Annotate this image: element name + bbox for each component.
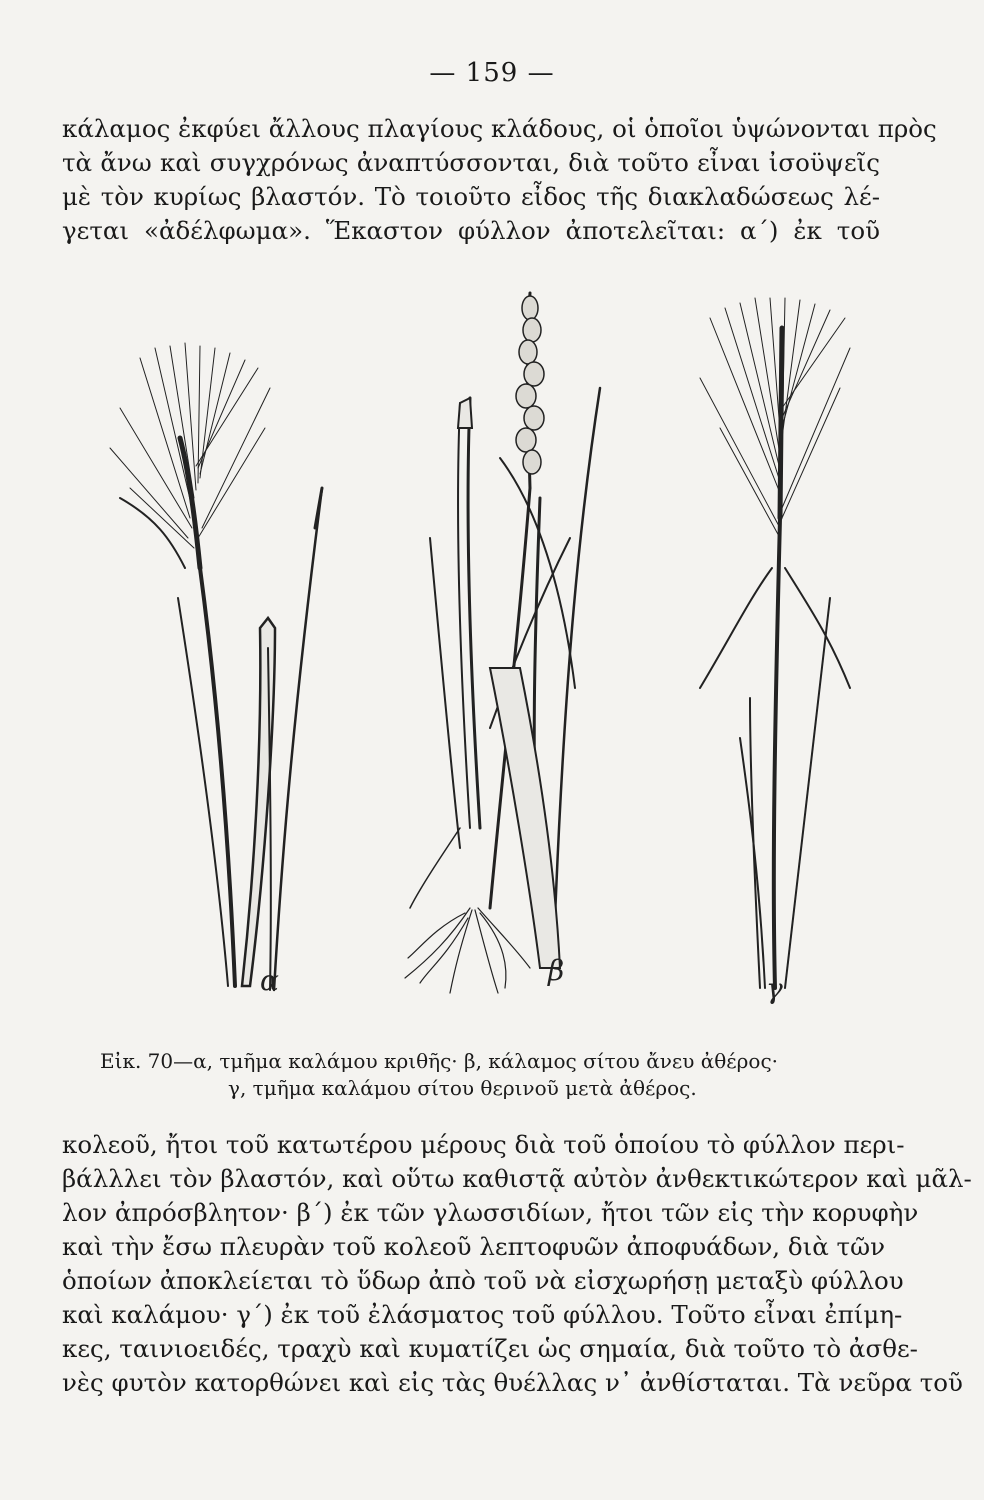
paragraph-top <box>62 112 937 248</box>
text-line: κες, ταινιοειδές, τραχὺ καὶ κυματίζει ὡς σημαία, διὰ τοῦτο τὸ ἀσθε- <box>62 1334 918 1363</box>
paragraph-bottom <box>62 1128 972 1400</box>
text-line: καὶ τὴν ἔσω πλευρὰν τοῦ κολεοῦ λεπτοφυῶν ἀποφυάδων, διὰ τῶν <box>62 1232 885 1261</box>
figure-label-gamma: γ <box>766 972 783 1005</box>
summer-wheat-stem-illustration <box>700 298 850 988</box>
text-line: βάλλλει τὸν βλαστόν, καὶ οὕτω καθιστᾷ αὐτὸν ἀνθεκτικώτερον καὶ μᾶλ- <box>62 1164 972 1193</box>
barley-stem-illustration <box>110 343 322 990</box>
text-line: κάλαμος ἐκφύει ἄλλους πλαγίους κλάδους, οἱ ὁποῖοι ὑψώνονται πρὸς <box>62 114 937 143</box>
figure-label-beta: β <box>548 954 565 987</box>
figure-plant-illustration <box>60 268 920 1028</box>
text-line: καὶ καλάμου· γ΄) ἐκ τοῦ ἐλάσματος τοῦ φύλλου. Τοῦτο εἶναι ἐπίμη- <box>62 1300 903 1329</box>
text-line: μὲ τὸν κυρίως βλαστόν. Τὸ τοιοῦτο εἶδος τῆς διακλαδώσεως λέ- <box>62 182 880 211</box>
caption-line: γ, τμῆμα καλάμου σίτου θερινοῦ μετὰ ἀθέρος. <box>228 1076 697 1100</box>
text-line: γεται «ἀδέλφωμα». Ἕκαστον φύλλον ἀποτελεῖται: α΄) ἐκ τοῦ <box>62 216 880 245</box>
text-line: ὁποίων ἀποκλείεται τὸ ὕδωρ ἀπὸ τοῦ νὰ εἰσχωρήσῃ μεταξὺ φύλλου <box>62 1266 904 1295</box>
text-line: λον ἀπρόσβλητον· β΄) ἐκ τῶν γλωσσιδίων, ἤτοι τῶν εἰς τὴν κορυφὴν <box>62 1198 919 1227</box>
figure-caption <box>100 1048 880 1102</box>
page-number: — 159 — <box>429 58 555 88</box>
figure-label-alpha: α <box>260 964 279 997</box>
wheat-plant-illustration <box>405 293 600 993</box>
text-line: νὲς φυτὸν κατορθώνει καὶ εἰς τὰς θυέλλας ν᾽ ἀνθίσταται. Τὰ νεῦρα τοῦ <box>62 1368 963 1397</box>
caption-line: Εἰκ. 70—α, τμῆμα καλάμου κριθῆς· β, κάλαμος σίτου ἄνευ ἀθέρος· <box>100 1049 778 1073</box>
text-line: τὰ ἄνω καὶ συγχρόνως ἀναπτύσσονται, διὰ τοῦτο εἶναι ἰσοϋψεῖς <box>62 148 880 177</box>
text-line: κολεοῦ, ἤτοι τοῦ κατωτέρου μέρους διὰ τοῦ ὁποίου τὸ φύλλον περι- <box>62 1130 905 1159</box>
